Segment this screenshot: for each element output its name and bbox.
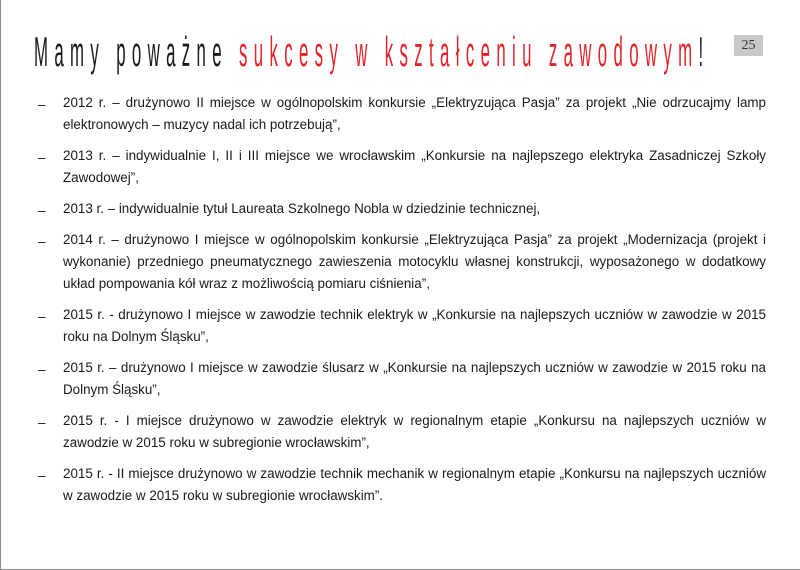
achievements-list — [38, 92, 766, 516]
list-bullet: – — [38, 203, 46, 218]
list-bullet: – — [38, 150, 46, 165]
list-item-text: 2013 r. – indywidualnie I, II i III miejsce we wrocławskim „Konkursie na najlepszego elektryka Zasadniczej Szkoły Zawodowej”, — [63, 148, 766, 185]
list-item-text: 2015 r. - drużynowo I miejsce w zawodzie technik elektryk w „Konkursie na najlepszych uczniów w zawodzie w 2015 roku na Dolnym Śląsku”, — [63, 307, 766, 344]
list-item — [38, 92, 766, 136]
page-title-text — [34, 31, 710, 73]
page-title — [34, 31, 724, 81]
list-item — [38, 463, 766, 507]
list-bullet: – — [38, 97, 46, 112]
list-bullet: – — [38, 362, 46, 377]
list-item — [38, 145, 766, 189]
list-bullet: – — [38, 468, 46, 483]
list-item-text: 2014 r. – drużynowo I miejsce w ogólnopolskim konkursie „Elektryzująca Pasja” za projekt „Modernizacja (projekt i wykonanie) przedniego pneumatycznego zawieszenia motocyklu własnej konstrukcji, wyposażonego w dodatkowy układ pompowania kół wraz z możliwością pomiaru ciśnienia”, — [63, 232, 766, 291]
list-bullet: – — [38, 415, 46, 430]
list-item — [38, 410, 766, 454]
list-item — [38, 198, 766, 220]
list-item-text: 2015 r. – drużynowo I miejsce w zawodzie ślusarz w „Konkursie na najlepszych uczniów w zawodzie w 2015 roku na Dolnym Śląsku”, — [63, 360, 766, 397]
list-item — [38, 357, 766, 401]
list-bullet: – — [38, 309, 46, 324]
list-item — [38, 229, 766, 295]
title-part-black: Mamy poważne — [34, 31, 239, 75]
list-item — [38, 304, 766, 348]
list-item-text: 2015 r. - I miejsce drużynowo w zawodzie elektryk w regionalnym etapie „Konkursu na najlepszych uczniów w zawodzie w 2015 roku w subregionie wrocławskim”, — [63, 413, 766, 450]
list-bullet: – — [38, 234, 46, 249]
list-item-text: 2012 r. – drużynowo II miejsce w ogólnopolskim konkursie „Elektryzująca Pasja” za projekt „Nie odrzucajmy lamp elektronowych – muzycy nadal ich potrzebują”, — [63, 95, 766, 132]
list-item-text: 2013 r. – indywidualnie tytuł Laureata Szkolnego Nobla w dziedzinie technicznej, — [63, 201, 541, 216]
list-item-text: 2015 r. - II miejsce drużynowo w zawodzie technik mechanik w regionalnym etapie „Konkursu na najlepszych uczniów w zawodzie w 2015 roku w subregionie wrocławskim”. — [63, 466, 766, 503]
title-part-red: sukcesy w kształceniu zawodowym — [239, 31, 699, 75]
title-exclamation: ! — [698, 31, 710, 75]
page-number-badge: 25 — [734, 35, 763, 56]
